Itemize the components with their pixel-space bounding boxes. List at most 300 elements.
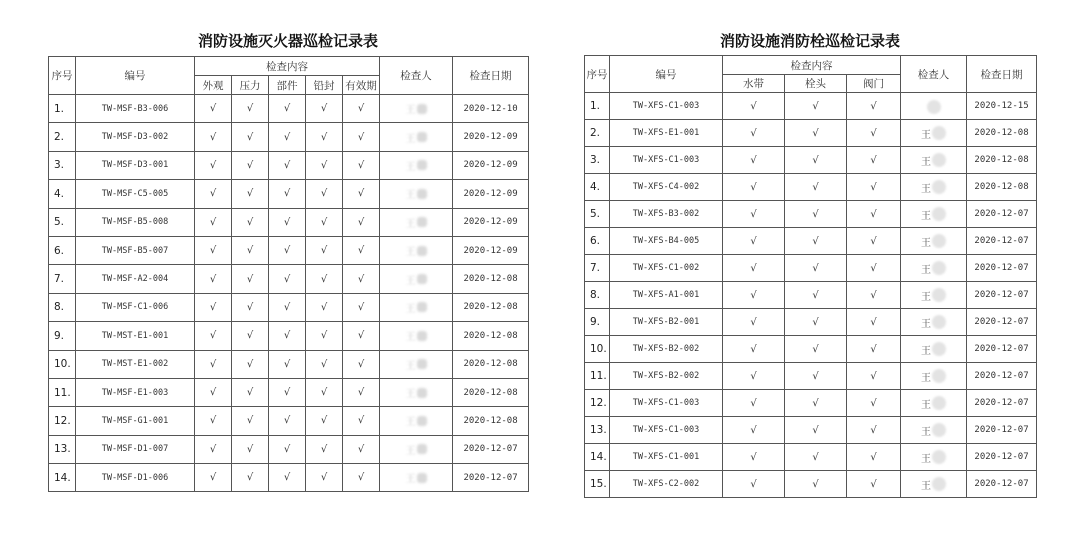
check-mark-icon: √ bbox=[195, 293, 232, 321]
row-inspector bbox=[380, 464, 453, 492]
check-mark-icon: √ bbox=[847, 417, 901, 444]
row-date: 2020-12-07 bbox=[967, 336, 1037, 363]
row-seq: 11. bbox=[585, 363, 610, 390]
check-mark-icon: √ bbox=[723, 417, 785, 444]
row-code: TW-MSF-D1-006 bbox=[76, 464, 195, 492]
inspector-name: 王 bbox=[921, 345, 932, 357]
check-mark-icon: √ bbox=[269, 407, 306, 435]
row-inspector bbox=[901, 228, 967, 255]
row-date: 2020-12-07 bbox=[967, 282, 1037, 309]
row-code: TW-MSF-D3-002 bbox=[76, 123, 195, 151]
redaction-blur bbox=[932, 153, 946, 167]
inspector-name: 王 bbox=[921, 291, 932, 303]
table-row bbox=[49, 123, 529, 151]
check-mark-icon: √ bbox=[232, 464, 269, 492]
table-row bbox=[49, 151, 529, 179]
row-inspector bbox=[901, 363, 967, 390]
row-code: TW-XFS-B3-002 bbox=[610, 201, 723, 228]
check-mark-icon: √ bbox=[232, 265, 269, 293]
inspector-name: 王 bbox=[405, 247, 416, 259]
row-date: 2020-12-07 bbox=[967, 417, 1037, 444]
inspector-name: 王 bbox=[405, 133, 416, 145]
check-mark-icon: √ bbox=[785, 336, 847, 363]
row-date: 2020-12-08 bbox=[453, 378, 529, 406]
redaction-blur bbox=[932, 477, 946, 491]
table-row bbox=[585, 444, 1037, 471]
row-date: 2020-12-09 bbox=[453, 151, 529, 179]
inspector-name: 王 bbox=[405, 389, 416, 401]
row-inspector bbox=[901, 282, 967, 309]
table-row bbox=[585, 363, 1037, 390]
row-code: TW-MSF-G1-001 bbox=[76, 407, 195, 435]
row-code: TW-XFS-B2-002 bbox=[610, 336, 723, 363]
redaction-blur bbox=[932, 180, 946, 194]
check-mark-icon: √ bbox=[306, 123, 343, 151]
header-hose: 水带 bbox=[723, 75, 785, 93]
check-mark-icon: √ bbox=[195, 95, 232, 123]
table-row bbox=[49, 265, 529, 293]
inspector-name: 王 bbox=[921, 480, 932, 492]
row-inspector bbox=[901, 147, 967, 174]
row-seq: 4. bbox=[585, 174, 610, 201]
row-seq: 1. bbox=[49, 95, 76, 123]
check-mark-icon: √ bbox=[343, 236, 380, 264]
header-pressure: 压力 bbox=[232, 76, 269, 95]
check-mark-icon: √ bbox=[269, 95, 306, 123]
check-mark-icon: √ bbox=[847, 282, 901, 309]
row-inspector bbox=[901, 255, 967, 282]
check-mark-icon: √ bbox=[306, 151, 343, 179]
inspector-name: 王 bbox=[921, 399, 932, 411]
check-mark-icon: √ bbox=[306, 350, 343, 378]
row-date: 2020-12-09 bbox=[453, 208, 529, 236]
table-row bbox=[49, 407, 529, 435]
row-date: 2020-12-08 bbox=[453, 322, 529, 350]
row-inspector bbox=[901, 444, 967, 471]
header-date: 检查日期 bbox=[967, 56, 1037, 93]
check-mark-icon: √ bbox=[723, 228, 785, 255]
table-row bbox=[49, 322, 529, 350]
row-seq: 4. bbox=[49, 180, 76, 208]
hydrant-inspection-table bbox=[584, 55, 1037, 498]
row-code: TW-XFS-C2-002 bbox=[610, 471, 723, 498]
check-mark-icon: √ bbox=[195, 464, 232, 492]
row-inspector bbox=[380, 407, 453, 435]
row-code: TW-XFS-B2-002 bbox=[610, 363, 723, 390]
row-code: TW-MSF-D3-001 bbox=[76, 151, 195, 179]
row-code: TW-MSF-B5-008 bbox=[76, 208, 195, 236]
row-inspector bbox=[901, 390, 967, 417]
check-mark-icon: √ bbox=[306, 265, 343, 293]
inspector-name: 王 bbox=[921, 426, 932, 438]
check-mark-icon: √ bbox=[195, 236, 232, 264]
row-date: 2020-12-09 bbox=[453, 123, 529, 151]
check-mark-icon: √ bbox=[785, 390, 847, 417]
row-code: TW-MSF-A2-004 bbox=[76, 265, 195, 293]
header-check-content: 检查内容 bbox=[195, 57, 380, 76]
row-date: 2020-12-07 bbox=[967, 471, 1037, 498]
row-date: 2020-12-08 bbox=[453, 293, 529, 321]
inspector-name: 王 bbox=[921, 264, 932, 276]
row-seq: 2. bbox=[49, 123, 76, 151]
row-inspector bbox=[380, 322, 453, 350]
check-mark-icon: √ bbox=[343, 95, 380, 123]
redaction-blur bbox=[417, 444, 427, 454]
header-parts: 部件 bbox=[269, 76, 306, 95]
check-mark-icon: √ bbox=[847, 471, 901, 498]
inspector-name: 王 bbox=[405, 474, 416, 486]
inspector-name: 王 bbox=[921, 318, 932, 330]
redaction-blur bbox=[417, 132, 427, 142]
inspector-name: 王 bbox=[921, 453, 932, 465]
redaction-blur bbox=[417, 473, 427, 483]
check-mark-icon: √ bbox=[269, 435, 306, 463]
row-inspector bbox=[380, 123, 453, 151]
check-mark-icon: √ bbox=[785, 363, 847, 390]
check-mark-icon: √ bbox=[343, 265, 380, 293]
check-mark-icon: √ bbox=[232, 180, 269, 208]
table-row bbox=[585, 201, 1037, 228]
check-mark-icon: √ bbox=[343, 208, 380, 236]
inspector-name: 王 bbox=[405, 332, 416, 344]
check-mark-icon: √ bbox=[723, 444, 785, 471]
row-inspector bbox=[380, 435, 453, 463]
check-mark-icon: √ bbox=[306, 378, 343, 406]
inspector-name: 王 bbox=[405, 445, 416, 457]
check-mark-icon: √ bbox=[232, 293, 269, 321]
row-inspector bbox=[901, 120, 967, 147]
row-inspector bbox=[380, 378, 453, 406]
check-mark-icon: √ bbox=[847, 174, 901, 201]
row-code: TW-XFS-C1-003 bbox=[610, 147, 723, 174]
row-seq: 12. bbox=[585, 390, 610, 417]
header-code: 编号 bbox=[610, 56, 723, 93]
table-row bbox=[49, 350, 529, 378]
check-mark-icon: √ bbox=[343, 378, 380, 406]
inspector-name: 王 bbox=[921, 210, 932, 222]
inspector-name: 王 bbox=[921, 183, 932, 195]
row-date: 2020-12-08 bbox=[453, 350, 529, 378]
row-code: TW-MSF-B3-006 bbox=[76, 95, 195, 123]
row-date: 2020-12-08 bbox=[453, 407, 529, 435]
header-date: 检查日期 bbox=[453, 57, 529, 95]
check-mark-icon: √ bbox=[195, 208, 232, 236]
row-seq: 7. bbox=[49, 265, 76, 293]
row-inspector bbox=[380, 151, 453, 179]
check-mark-icon: √ bbox=[847, 228, 901, 255]
row-code: TW-XFS-C1-001 bbox=[610, 444, 723, 471]
check-mark-icon: √ bbox=[847, 120, 901, 147]
check-mark-icon: √ bbox=[847, 444, 901, 471]
check-mark-icon: √ bbox=[723, 471, 785, 498]
table-row bbox=[585, 93, 1037, 120]
check-mark-icon: √ bbox=[232, 435, 269, 463]
check-mark-icon: √ bbox=[847, 201, 901, 228]
row-date: 2020-12-09 bbox=[453, 180, 529, 208]
header-valve: 阀门 bbox=[847, 75, 901, 93]
row-code: TW-MSF-C1-006 bbox=[76, 293, 195, 321]
redaction-blur bbox=[932, 126, 946, 140]
redaction-blur bbox=[932, 207, 946, 221]
check-mark-icon: √ bbox=[306, 95, 343, 123]
row-date: 2020-12-07 bbox=[967, 444, 1037, 471]
check-mark-icon: √ bbox=[723, 255, 785, 282]
header-seq: 序号 bbox=[49, 57, 76, 95]
row-date: 2020-12-07 bbox=[967, 228, 1037, 255]
inspector-name: 王 bbox=[921, 372, 932, 384]
redaction-blur bbox=[417, 331, 427, 341]
check-mark-icon: √ bbox=[723, 120, 785, 147]
inspector-name: 王 bbox=[921, 129, 932, 141]
redaction-blur bbox=[417, 302, 427, 312]
row-date: 2020-12-07 bbox=[967, 255, 1037, 282]
inspector-name: 王 bbox=[405, 360, 416, 372]
row-date: 2020-12-08 bbox=[967, 120, 1037, 147]
row-seq: 9. bbox=[585, 309, 610, 336]
table-row bbox=[585, 228, 1037, 255]
inspector-name: 王 bbox=[405, 303, 416, 315]
row-code: TW-XFS-B2-001 bbox=[610, 309, 723, 336]
check-mark-icon: √ bbox=[785, 282, 847, 309]
check-mark-icon: √ bbox=[343, 180, 380, 208]
row-code: TW-XFS-A1-001 bbox=[610, 282, 723, 309]
redaction-blur bbox=[417, 217, 427, 227]
row-seq: 5. bbox=[49, 208, 76, 236]
row-seq: 5. bbox=[585, 201, 610, 228]
check-mark-icon: √ bbox=[785, 444, 847, 471]
header-inspector: 检查人 bbox=[380, 57, 453, 95]
table-row bbox=[585, 417, 1037, 444]
table-row bbox=[49, 180, 529, 208]
check-mark-icon: √ bbox=[343, 464, 380, 492]
row-date: 2020-12-10 bbox=[453, 95, 529, 123]
row-code: TW-XFS-C1-003 bbox=[610, 93, 723, 120]
check-mark-icon: √ bbox=[343, 293, 380, 321]
check-mark-icon: √ bbox=[232, 350, 269, 378]
row-seq: 6. bbox=[49, 236, 76, 264]
check-mark-icon: √ bbox=[343, 322, 380, 350]
redaction-blur bbox=[927, 100, 941, 114]
table-row bbox=[49, 293, 529, 321]
row-inspector bbox=[380, 208, 453, 236]
check-mark-icon: √ bbox=[723, 336, 785, 363]
check-mark-icon: √ bbox=[723, 363, 785, 390]
row-code: TW-MSF-C5-005 bbox=[76, 180, 195, 208]
row-inspector bbox=[901, 201, 967, 228]
row-date: 2020-12-08 bbox=[967, 174, 1037, 201]
check-mark-icon: √ bbox=[195, 151, 232, 179]
row-seq: 1. bbox=[585, 93, 610, 120]
check-mark-icon: √ bbox=[306, 464, 343, 492]
check-mark-icon: √ bbox=[269, 123, 306, 151]
check-mark-icon: √ bbox=[785, 174, 847, 201]
table-row bbox=[585, 336, 1037, 363]
left-table-title: 消防设施灭火器巡检记录表 bbox=[197, 32, 378, 50]
check-mark-icon: √ bbox=[195, 435, 232, 463]
check-mark-icon: √ bbox=[232, 322, 269, 350]
table-row bbox=[585, 390, 1037, 417]
row-date: 2020-12-07 bbox=[453, 435, 529, 463]
row-code: TW-XFS-C1-002 bbox=[610, 255, 723, 282]
check-mark-icon: √ bbox=[785, 255, 847, 282]
redaction-blur bbox=[932, 369, 946, 383]
row-seq: 2. bbox=[585, 120, 610, 147]
redaction-blur bbox=[417, 274, 427, 284]
check-mark-icon: √ bbox=[232, 208, 269, 236]
header-validity: 有效期 bbox=[343, 76, 380, 95]
right-table-title: 消防设施消防栓巡检记录表 bbox=[719, 32, 900, 50]
row-seq: 14. bbox=[585, 444, 610, 471]
header-seal: 铅封 bbox=[306, 76, 343, 95]
row-code: TW-MST-E1-001 bbox=[76, 322, 195, 350]
check-mark-icon: √ bbox=[269, 464, 306, 492]
check-mark-icon: √ bbox=[195, 350, 232, 378]
row-inspector bbox=[901, 309, 967, 336]
header-seq: 序号 bbox=[585, 56, 610, 93]
row-code: TW-XFS-C1-003 bbox=[610, 417, 723, 444]
check-mark-icon: √ bbox=[232, 151, 269, 179]
row-date: 2020-12-08 bbox=[453, 265, 529, 293]
inspector-name: 王 bbox=[405, 275, 416, 287]
inspector-name: 王 bbox=[405, 218, 416, 230]
check-mark-icon: √ bbox=[785, 309, 847, 336]
row-seq: 9. bbox=[49, 322, 76, 350]
check-mark-icon: √ bbox=[269, 180, 306, 208]
check-mark-icon: √ bbox=[785, 417, 847, 444]
check-mark-icon: √ bbox=[723, 201, 785, 228]
table-row bbox=[585, 147, 1037, 174]
row-inspector bbox=[380, 180, 453, 208]
row-inspector bbox=[380, 350, 453, 378]
row-inspector bbox=[380, 236, 453, 264]
check-mark-icon: √ bbox=[269, 151, 306, 179]
check-mark-icon: √ bbox=[723, 93, 785, 120]
redaction-blur bbox=[932, 315, 946, 329]
row-seq: 12. bbox=[49, 407, 76, 435]
check-mark-icon: √ bbox=[306, 236, 343, 264]
row-date: 2020-12-15 bbox=[967, 93, 1037, 120]
check-mark-icon: √ bbox=[232, 378, 269, 406]
inspector-name: 王 bbox=[405, 190, 416, 202]
redaction-blur bbox=[417, 189, 427, 199]
row-date: 2020-12-07 bbox=[967, 309, 1037, 336]
row-inspector bbox=[901, 93, 967, 120]
check-mark-icon: √ bbox=[723, 282, 785, 309]
check-mark-icon: √ bbox=[723, 390, 785, 417]
row-seq: 3. bbox=[585, 147, 610, 174]
check-mark-icon: √ bbox=[269, 265, 306, 293]
extinguisher-inspection-table bbox=[48, 56, 529, 492]
row-code: TW-XFS-C1-003 bbox=[610, 390, 723, 417]
row-seq: 15. bbox=[585, 471, 610, 498]
check-mark-icon: √ bbox=[195, 265, 232, 293]
table-row bbox=[49, 95, 529, 123]
row-inspector bbox=[901, 336, 967, 363]
check-mark-icon: √ bbox=[847, 93, 901, 120]
check-mark-icon: √ bbox=[195, 180, 232, 208]
redaction-blur bbox=[417, 104, 427, 114]
check-mark-icon: √ bbox=[847, 390, 901, 417]
inspector-name: 王 bbox=[921, 156, 932, 168]
redaction-blur bbox=[932, 423, 946, 437]
row-inspector bbox=[901, 417, 967, 444]
check-mark-icon: √ bbox=[306, 180, 343, 208]
inspector-name: 王 bbox=[405, 417, 416, 429]
redaction-blur bbox=[932, 234, 946, 248]
row-inspector bbox=[901, 471, 967, 498]
table-row bbox=[49, 435, 529, 463]
table-row bbox=[49, 378, 529, 406]
check-mark-icon: √ bbox=[306, 293, 343, 321]
check-mark-icon: √ bbox=[343, 350, 380, 378]
table-row bbox=[585, 309, 1037, 336]
row-seq: 3. bbox=[49, 151, 76, 179]
table-row bbox=[585, 120, 1037, 147]
check-mark-icon: √ bbox=[785, 471, 847, 498]
redaction-blur bbox=[932, 396, 946, 410]
header-code: 编号 bbox=[76, 57, 195, 95]
check-mark-icon: √ bbox=[847, 309, 901, 336]
row-seq: 8. bbox=[585, 282, 610, 309]
inspector-name: 王 bbox=[921, 237, 932, 249]
check-mark-icon: √ bbox=[343, 123, 380, 151]
check-mark-icon: √ bbox=[232, 407, 269, 435]
table-row bbox=[585, 471, 1037, 498]
redaction-blur bbox=[417, 246, 427, 256]
check-mark-icon: √ bbox=[306, 322, 343, 350]
row-date: 2020-12-09 bbox=[453, 236, 529, 264]
row-inspector bbox=[380, 293, 453, 321]
check-mark-icon: √ bbox=[232, 95, 269, 123]
redaction-blur bbox=[417, 388, 427, 398]
redaction-blur bbox=[417, 359, 427, 369]
header-appearance: 外观 bbox=[195, 76, 232, 95]
row-code: TW-MSF-D1-007 bbox=[76, 435, 195, 463]
check-mark-icon: √ bbox=[269, 208, 306, 236]
header-nozzle: 栓头 bbox=[785, 75, 847, 93]
row-code: TW-XFS-B4-005 bbox=[610, 228, 723, 255]
row-seq: 8. bbox=[49, 293, 76, 321]
redaction-blur bbox=[417, 416, 427, 426]
check-mark-icon: √ bbox=[232, 236, 269, 264]
redaction-blur bbox=[932, 261, 946, 275]
row-seq: 6. bbox=[585, 228, 610, 255]
row-seq: 13. bbox=[49, 435, 76, 463]
check-mark-icon: √ bbox=[269, 350, 306, 378]
check-mark-icon: √ bbox=[847, 336, 901, 363]
row-date: 2020-12-07 bbox=[967, 363, 1037, 390]
row-code: TW-MSF-B5-007 bbox=[76, 236, 195, 264]
check-mark-icon: √ bbox=[785, 147, 847, 174]
row-seq: 11. bbox=[49, 378, 76, 406]
row-code: TW-XFS-C4-002 bbox=[610, 174, 723, 201]
row-date: 2020-12-08 bbox=[967, 147, 1037, 174]
check-mark-icon: √ bbox=[306, 435, 343, 463]
check-mark-icon: √ bbox=[195, 378, 232, 406]
check-mark-icon: √ bbox=[847, 255, 901, 282]
check-mark-icon: √ bbox=[343, 151, 380, 179]
check-mark-icon: √ bbox=[723, 147, 785, 174]
row-date: 2020-12-07 bbox=[453, 464, 529, 492]
row-code: TW-MST-E1-002 bbox=[76, 350, 195, 378]
check-mark-icon: √ bbox=[343, 435, 380, 463]
check-mark-icon: √ bbox=[785, 120, 847, 147]
table-row bbox=[585, 174, 1037, 201]
row-code: TW-MSF-E1-003 bbox=[76, 378, 195, 406]
row-inspector bbox=[380, 265, 453, 293]
row-date: 2020-12-07 bbox=[967, 201, 1037, 228]
row-seq: 7. bbox=[585, 255, 610, 282]
